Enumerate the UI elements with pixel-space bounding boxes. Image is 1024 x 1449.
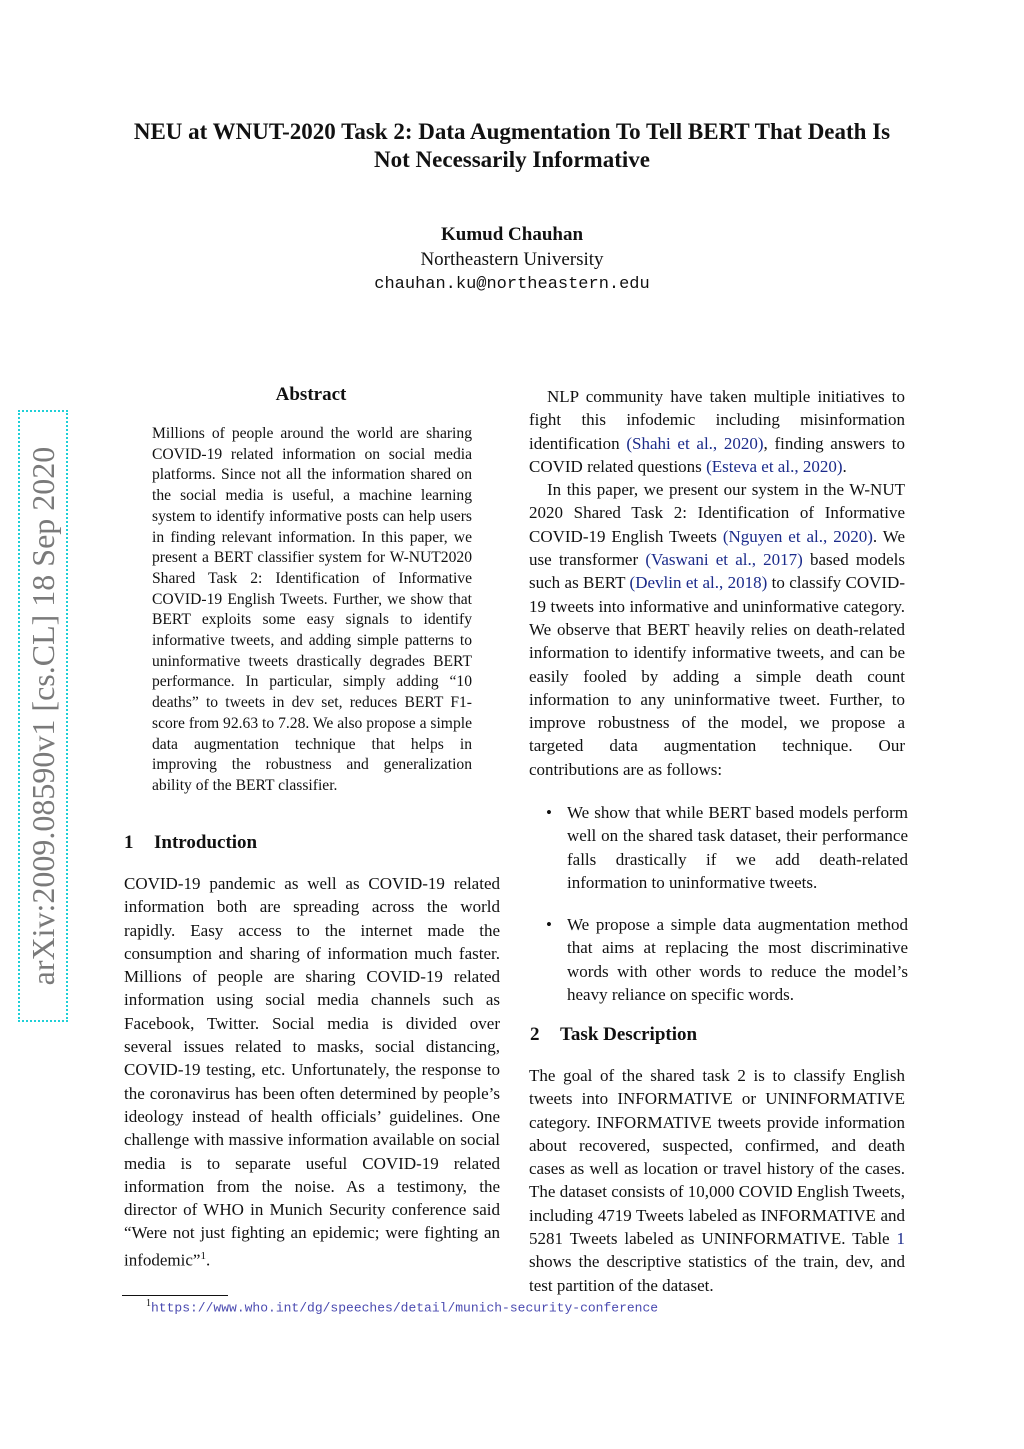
- author-block: [300, 222, 724, 298]
- task-paragraph: [529, 1064, 905, 1297]
- author-affiliation: Northeastern University: [420, 249, 604, 270]
- text-span: NLP community have taken multiple initiatives to fight this infodemic including misinformation identification: [529, 387, 905, 453]
- section-title: Task Description: [560, 1024, 698, 1045]
- paragraph-our-system: [529, 478, 905, 781]
- text-span: . We use transformer: [529, 526, 905, 570]
- section-number: 2: [530, 1024, 540, 1045]
- citation-esteva[interactable]: (Esteva et al., 2020): [706, 456, 843, 476]
- introduction-paragraph: [124, 872, 500, 1272]
- footnote-divider: [122, 1295, 228, 1296]
- list-item: [540, 913, 908, 1006]
- author-email[interactable]: chauhan.ku@northeastern.edu: [374, 275, 650, 294]
- paragraph-initiatives: [529, 385, 905, 478]
- right-column-intro: [529, 385, 905, 781]
- list-item-text: We propose a simple data augmentation method that aims at replacing the most discriminative words with other words to reduce the model’s heavy reliance on specific words.: [567, 915, 908, 1005]
- list-item-text: We show that while BERT based models perform well on the shared task dataset, their performance falls drastically if we add death-related information to uninformative tweets.: [567, 803, 908, 892]
- table-reference[interactable]: 1: [896, 1229, 905, 1249]
- section-number: 1: [124, 832, 134, 853]
- arxiv-identifier[interactable]: arXiv:2009.08590v1 [cs.CL] 18 Sep 2020: [18, 410, 68, 1022]
- section-heading-introduction: [124, 832, 257, 854]
- section-title: Introduction: [154, 832, 258, 853]
- introduction-text: COVID-19 pandemic as well as COVID-19 related information both are spreading across the world rapidly. Easy access to the internet made the consumption and sharing of information much faster. Millions of people are sharing COVID-19 related information using social media channels such as Facebook, Twitter. Social media is divided over several issues related to masks, social distancing, COVID-19 testing, etc. Unfortunately, the response to the coronavirus has been often determined by people’s ideology instead of health officials’ guidelines. One challenge with massive information available on social media is to separate useful COVID-19 related information from the noise. As a testimony, the director of WHO in Munich Security conference said “Were not just fighting an epidemic; were fighting an infodemic”: [124, 874, 500, 1270]
- text-span: shows the descriptive statistics of the train, dev, and test partition of the dataset.: [529, 1252, 905, 1295]
- author-name: Kumud Chauhan: [440, 224, 584, 245]
- text-span: to classify COVID-19 tweets into informative and uninformative category. We observe that BERT heavily relies on death-related information to identify informative tweets, and can be easily fooled by adding a simple death count information to any uninformative tweet. Further, to improve robustness of the model, we propose a targeted data augmentation technique. Our contributions are as follows:: [529, 573, 905, 779]
- citation-shahi[interactable]: (Shahi et al., 2020): [626, 433, 764, 453]
- footnote: [146, 1298, 786, 1316]
- contributions-list: [540, 801, 908, 1025]
- citation-nguyen[interactable]: (Nguyen et al., 2020): [722, 526, 873, 546]
- section-heading-task-description: [530, 1024, 697, 1046]
- text-span: The goal of the shared task 2 is to classify English tweets into INFORMATIVE or UNINFORMATIVE category. INFORMATIVE tweets provide information about recovered, suspected, confirmed, and death cases as well as location or travel history of the cases. The dataset consists of 10,000 COVID English Tweets, including 4719 Tweets labeled as INFORMATIVE and 5281 Tweets labeled as UNINFORMATIVE. Table: [529, 1066, 905, 1249]
- citation-devlin[interactable]: (Devlin et al., 2018): [629, 573, 768, 593]
- bullet-icon: •: [546, 803, 552, 822]
- footnote-link[interactable]: https://www.who.int/dg/speeches/detail/munich-security-conference: [151, 1300, 659, 1316]
- text-span: based models such as BERT: [529, 550, 905, 593]
- bullet-icon: •: [546, 915, 552, 935]
- text-span: In this paper, we present our system in the W-NUT 2020 Shared Task 2: Identification of Informative COVID-19 English Tweets: [529, 480, 905, 546]
- list-item: [540, 801, 908, 894]
- footnote-marker[interactable]: 1: [200, 1249, 206, 1262]
- introduction-end: .: [205, 1250, 211, 1270]
- footnote-number: 1: [146, 1298, 151, 1309]
- text-span: , finding answers to COVID related questions: [529, 433, 905, 476]
- paper-title: NEU at WNUT-2020 Task 2: Data Augmentation To Tell BERT That Death Is Not Necessarily Informative: [133, 119, 891, 172]
- abstract-heading: Abstract: [275, 384, 347, 405]
- abstract-text: Millions of people around the world are sharing COVID-19 related information on social media platforms. Since not all the information shared on the social media is useful, a machine learning system to identify informative posts can help users in finding relevant information. In this paper, we present a BERT classifier system for W-NUT2020 Shared Task 2: Identification of Informative COVID-19 English Tweets. Further, we show that BERT exploits some easy signals to identify informative tweets, and adding simple patterns to uninformative tweets drastically degrades BERT performance. In particular, simply adding “10 deaths” to tweets in dev set, reduces BERT F1-score from 92.63 to 7.28. We also propose a simple data augmentation technique that helps in improving the robustness and generalization ability of the BERT classifier.: [152, 425, 472, 794]
- citation-vaswani[interactable]: (Vaswani et al., 2017): [645, 550, 803, 570]
- text-span: .: [842, 456, 847, 476]
